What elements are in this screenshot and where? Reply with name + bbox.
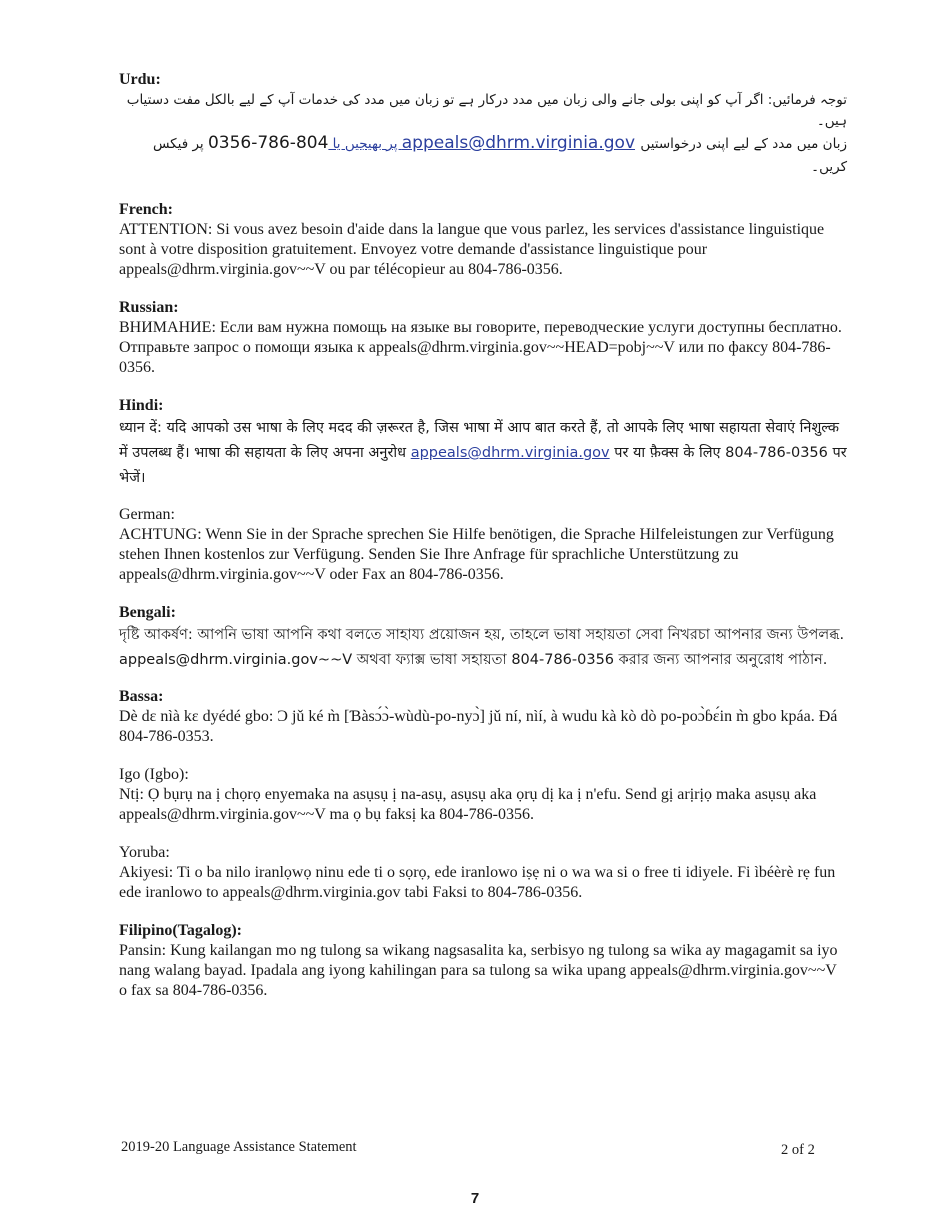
section-bassa (119, 687, 847, 747)
urdu-paragraph (119, 90, 847, 178)
igbo-paragraph: Ntị: Ọ bụrụ na ị chọrọ enyemaka na asụsụ ị na-asụ, asụsụ aka ọrụ dị ka ị n'efu. Send gị arịrịọ maka asụsụ aka appeals@dhrm.virginia.gov~~V ma ọ bụ faksị ka 804-786-0356. (119, 786, 817, 823)
french-paragraph: ATTENTION: Si vous avez besoin d'aide dans la langue que vous parlez, les services d'assistance linguistique sont à votre disposition gratuitement. Envoyez votre demande d'assistance linguistique pour appeals@dhrm.virginia.gov~~V ou par télécopieur au 804-786-0356. (119, 221, 825, 278)
section-heading-german: German: (119, 506, 175, 523)
urdu-line-1: توجہ فرمائیں: اگر آپ کو اپنی بولی جانے والی زبان میں مدد درکار ہے تو زبان میں مدد کی خدمات آپ کے لیے بالکل مفت دستیاب ہیں۔ (126, 92, 847, 129)
section-russian (119, 298, 847, 378)
bengali-paragraph: দৃষ্টি আকর্ষণ: আপনি ভাষা আপনি কথা বলতে সাহায্য প্রয়োজন হয়, তাহলে ভাষা সহায়তা সেবা নিখরচা আপনার জন্য উপলব্ধ. appeals@dhrm.virginia.gov~~V অথবা ফ্যাক্স ভাষা সহায়তা 804-786-0356 করার জন্য আপনার অনুরোধ পাঠান. (119, 627, 845, 668)
hindi-email-link[interactable]: appeals@dhrm.virginia.gov (410, 445, 610, 461)
section-heading-yoruba: Yoruba: (119, 844, 170, 861)
section-german (119, 505, 847, 585)
section-heading-igbo: Igo (Igbo): (119, 766, 189, 783)
section-heading-urdu: Urdu: (119, 71, 161, 88)
section-igbo (119, 765, 847, 825)
urdu-line-2 (119, 132, 847, 178)
section-bengali (119, 603, 847, 673)
section-heading-filipino: Filipino(Tagalog): (119, 922, 242, 939)
urdu-email-link[interactable]: appeals@dhrm.virginia.gov (401, 133, 636, 153)
urdu-text-mid[interactable]: پر بھیجیں یا (328, 136, 402, 152)
footer-title: 2019-20 Language Assistance Statement (121, 1139, 357, 1155)
hindi-paragraph (119, 416, 847, 491)
urdu-phone: 804-786-0356 (207, 133, 329, 153)
section-filipino (119, 921, 847, 1001)
russian-paragraph: ВНИМАНИЕ: Если вам нужна помощь на языке вы говорите, переводческие услуги доступны бесплатно. Отправьте запрос о помощи языка к appeals@dhrm.virginia.gov~~HEAD=pobj~~V или по факсу 804-786-0356. (119, 319, 842, 376)
document-body (119, 70, 847, 1019)
yoruba-paragraph: Akiyesi: Ti o ba nilo iranlọwọ ninu ede ti o sọrọ, ede iranlowo iṣẹ ni o wa wa si o free ti idiyele. Fi ìbéèrè rẹ fun ede iranlowo to appeals@dhrm.virginia.gov tabi Faksi to 804-786-0356. (119, 864, 836, 901)
section-heading-bassa: Bassa: (119, 688, 164, 705)
section-heading-russian: Russian: (119, 299, 179, 316)
german-paragraph: ACHTUNG: Wenn Sie in der Sprache sprechen Sie Hilfe benötigen, die Sprache Hilfeleistungen zur Verfügung stehen Ihnen kostenlos zur Verfügung. Senden Sie Ihre Anfrage für sprachliche Unterstützung zu appeals@dhrm.virginia.gov~~V oder Fax an 804-786-0356. (119, 526, 834, 583)
urdu-text-end: پر فیکس کریں۔ (152, 136, 847, 175)
hindi-text-after: पर या फ़ैक्स के लिए 804-786-0356 पर भेजें। (119, 445, 847, 486)
section-hindi (119, 396, 847, 491)
section-heading-french: French: (119, 201, 173, 218)
section-yoruba (119, 843, 847, 903)
filipino-paragraph: Pansin: Kung kailangan mo ng tulong sa wikang nagsasalita ka, serbisyo ng tulong sa wika ay magagamit sa iyo nang walang bayad. Ipadala ang iyong kahilingan para sa tulong sa wika upang appeals@dhrm.virginia.gov~~V o fax sa 804-786-0356. (119, 942, 838, 999)
section-urdu (119, 70, 847, 178)
page-number: 7 (470, 1190, 480, 1207)
section-french (119, 200, 847, 280)
section-heading-hindi: Hindi: (119, 397, 164, 414)
footer-page-count: 2 of 2 (781, 1142, 815, 1158)
hindi-text-before: ध्यान दें: यदि आपको उस भाषा के लिए मदद की ज़रूरत है, जिस भाषा में आप बात करते हैं, तो आपके लिए भाषा सहायता सेवाएं निशुल्क में उपलब्ध हैं। भाषा की सहायता के लिए अपना अनुरोध (119, 420, 839, 461)
urdu-text-start: زبان میں مدد کے لیے اپنی درخواستیں (640, 136, 847, 152)
section-heading-bengali: Bengali: (119, 604, 176, 621)
bassa-paragraph: Dè dɛ nìà kɛ dyédé gbo: Ɔ jǔ ké m̀ [Ɓàsɔ́ɔ̀-wùdù-po-nyɔ̀] jǔ ní, nìí, à wudu kà kò dò po-poɔ̀ɓɛ́in m̀ gbo kpáa. Ɖá 804-786-0353. (119, 708, 838, 745)
